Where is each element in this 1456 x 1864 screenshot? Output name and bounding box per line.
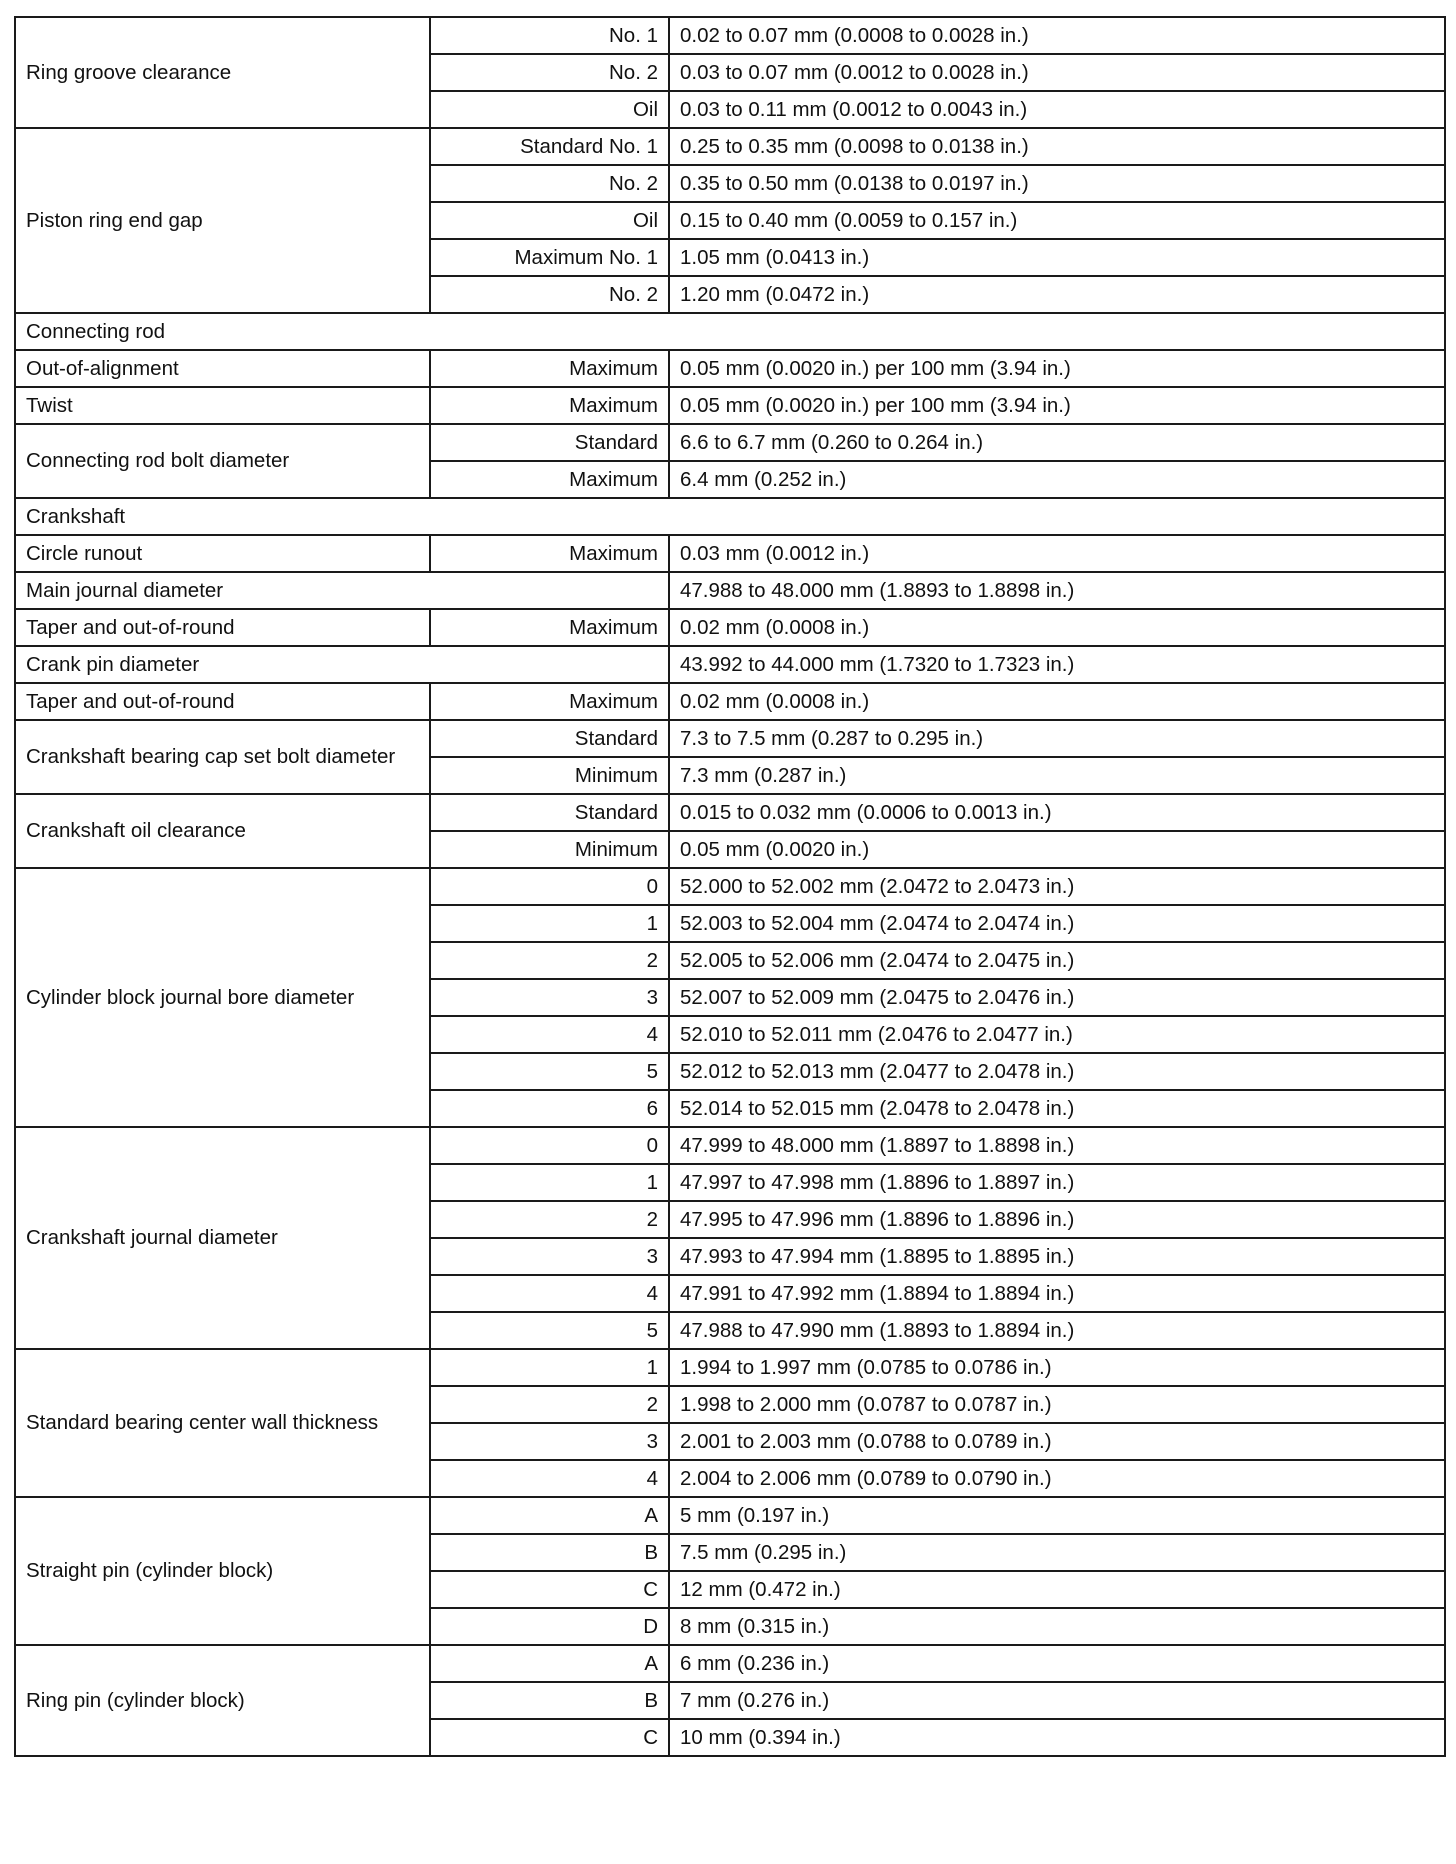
table-row: [15, 609, 1445, 646]
spec-condition: Minimum: [430, 757, 669, 794]
spec-condition: 6: [430, 1090, 669, 1127]
table-row: [15, 17, 1445, 54]
spec-value: 52.007 to 52.009 mm (2.0475 to 2.0476 in.): [669, 979, 1445, 1016]
spec-item-label: Taper and out-of-round: [15, 683, 430, 720]
spec-item-label: Circle runout: [15, 535, 430, 572]
spec-condition: C: [430, 1719, 669, 1756]
spec-value: 0.15 to 0.40 mm (0.0059 to 0.157 in.): [669, 202, 1445, 239]
table-row: [15, 424, 1445, 461]
section-heading: Crankshaft: [15, 498, 1445, 535]
spec-value: 47.988 to 48.000 mm (1.8893 to 1.8898 in.): [669, 572, 1445, 609]
spec-condition: 2: [430, 942, 669, 979]
spec-condition: A: [430, 1497, 669, 1534]
spec-condition: Maximum: [430, 387, 669, 424]
spec-value: 0.05 mm (0.0020 in.) per 100 mm (3.94 in.): [669, 350, 1445, 387]
spec-value: 1.05 mm (0.0413 in.): [669, 239, 1445, 276]
spec-value: 0.03 mm (0.0012 in.): [669, 535, 1445, 572]
table-row: [15, 868, 1445, 905]
table-row: [15, 683, 1445, 720]
spec-condition: No. 2: [430, 276, 669, 313]
spec-value: 0.25 to 0.35 mm (0.0098 to 0.0138 in.): [669, 128, 1445, 165]
spec-item-label: Crankshaft oil clearance: [15, 794, 430, 868]
spec-value: 1.994 to 1.997 mm (0.0785 to 0.0786 in.): [669, 1349, 1445, 1386]
spec-item-label: Ring groove clearance: [15, 17, 430, 128]
spec-condition: Oil: [430, 91, 669, 128]
spec-condition: 3: [430, 1238, 669, 1275]
spec-value: 52.012 to 52.013 mm (2.0477 to 2.0478 in.): [669, 1053, 1445, 1090]
spec-value: 0.015 to 0.032 mm (0.0006 to 0.0013 in.): [669, 794, 1445, 831]
spec-value: 52.005 to 52.006 mm (2.0474 to 2.0475 in.): [669, 942, 1445, 979]
spec-condition: 4: [430, 1016, 669, 1053]
spec-condition: Maximum: [430, 609, 669, 646]
spec-condition: 0: [430, 1127, 669, 1164]
spec-value: 6.6 to 6.7 mm (0.260 to 0.264 in.): [669, 424, 1445, 461]
spec-value: 2.001 to 2.003 mm (0.0788 to 0.0789 in.): [669, 1423, 1445, 1460]
spec-item-label: Crankshaft journal diameter: [15, 1127, 430, 1349]
spec-value: 47.995 to 47.996 mm (1.8896 to 1.8896 in.): [669, 1201, 1445, 1238]
spec-condition: Standard: [430, 794, 669, 831]
spec-value: 52.003 to 52.004 mm (2.0474 to 2.0474 in.): [669, 905, 1445, 942]
spec-condition: C: [430, 1571, 669, 1608]
table-row: [15, 1349, 1445, 1386]
spec-item-label: Straight pin (cylinder block): [15, 1497, 430, 1645]
spec-value: 47.991 to 47.992 mm (1.8894 to 1.8894 in.): [669, 1275, 1445, 1312]
spec-value: 7 mm (0.276 in.): [669, 1682, 1445, 1719]
spec-value: 0.05 mm (0.0020 in.) per 100 mm (3.94 in.): [669, 387, 1445, 424]
spec-condition: B: [430, 1682, 669, 1719]
section-row: [15, 313, 1445, 350]
spec-value: 0.02 mm (0.0008 in.): [669, 683, 1445, 720]
spec-value: 1.20 mm (0.0472 in.): [669, 276, 1445, 313]
specification-table: [14, 16, 1446, 1757]
table-row: [15, 646, 1445, 683]
spec-value: 0.03 to 0.07 mm (0.0012 to 0.0028 in.): [669, 54, 1445, 91]
spec-value: 7.3 mm (0.287 in.): [669, 757, 1445, 794]
spec-item-label: Crank pin diameter: [15, 646, 669, 683]
spec-item-label: Out-of-alignment: [15, 350, 430, 387]
spec-condition: Oil: [430, 202, 669, 239]
spec-condition: No. 2: [430, 165, 669, 202]
spec-value: 0.05 mm (0.0020 in.): [669, 831, 1445, 868]
spec-value: 10 mm (0.394 in.): [669, 1719, 1445, 1756]
spec-item-label: Twist: [15, 387, 430, 424]
spec-value: 47.999 to 48.000 mm (1.8897 to 1.8898 in.): [669, 1127, 1445, 1164]
spec-condition: 1: [430, 905, 669, 942]
table-row: [15, 1127, 1445, 1164]
spec-condition: A: [430, 1645, 669, 1682]
spec-condition: 4: [430, 1460, 669, 1497]
spec-value: 2.004 to 2.006 mm (0.0789 to 0.0790 in.): [669, 1460, 1445, 1497]
spec-condition: 5: [430, 1312, 669, 1349]
table-row: [15, 1497, 1445, 1534]
spec-condition: B: [430, 1534, 669, 1571]
spec-condition: 2: [430, 1201, 669, 1238]
spec-value: 8 mm (0.315 in.): [669, 1608, 1445, 1645]
table-row: [15, 572, 1445, 609]
spec-value: 5 mm (0.197 in.): [669, 1497, 1445, 1534]
table-row: [15, 128, 1445, 165]
spec-item-label: Main journal diameter: [15, 572, 669, 609]
spec-condition: 3: [430, 1423, 669, 1460]
spec-item-label: Crankshaft bearing cap set bolt diameter: [15, 720, 430, 794]
spec-condition: Standard: [430, 720, 669, 757]
table-row: [15, 794, 1445, 831]
spec-value: 0.35 to 0.50 mm (0.0138 to 0.0197 in.): [669, 165, 1445, 202]
spec-value: 7.5 mm (0.295 in.): [669, 1534, 1445, 1571]
spec-item-label: Connecting rod bolt diameter: [15, 424, 430, 498]
spec-condition: 1: [430, 1349, 669, 1386]
spec-value: 0.02 mm (0.0008 in.): [669, 609, 1445, 646]
spec-value: 47.997 to 47.998 mm (1.8896 to 1.8897 in.): [669, 1164, 1445, 1201]
spec-condition: Maximum: [430, 535, 669, 572]
section-row: [15, 498, 1445, 535]
spec-condition: Standard: [430, 424, 669, 461]
spec-condition: 4: [430, 1275, 669, 1312]
table-row: [15, 720, 1445, 757]
spec-condition: 2: [430, 1386, 669, 1423]
spec-value: 52.000 to 52.002 mm (2.0472 to 2.0473 in.): [669, 868, 1445, 905]
spec-condition: Minimum: [430, 831, 669, 868]
spec-condition: No. 1: [430, 17, 669, 54]
spec-value: 0.03 to 0.11 mm (0.0012 to 0.0043 in.): [669, 91, 1445, 128]
specification-table-body: [15, 17, 1445, 1756]
spec-value: 52.014 to 52.015 mm (2.0478 to 2.0478 in.): [669, 1090, 1445, 1127]
spec-condition: 3: [430, 979, 669, 1016]
spec-value: 12 mm (0.472 in.): [669, 1571, 1445, 1608]
spec-item-label: Ring pin (cylinder block): [15, 1645, 430, 1756]
spec-condition: 1: [430, 1164, 669, 1201]
table-row: [15, 1645, 1445, 1682]
spec-condition: D: [430, 1608, 669, 1645]
spec-condition: Maximum No. 1: [430, 239, 669, 276]
spec-value: 7.3 to 7.5 mm (0.287 to 0.295 in.): [669, 720, 1445, 757]
spec-value: 6.4 mm (0.252 in.): [669, 461, 1445, 498]
spec-value: 47.993 to 47.994 mm (1.8895 to 1.8895 in.): [669, 1238, 1445, 1275]
spec-item-label: Piston ring end gap: [15, 128, 430, 313]
spec-value: 0.02 to 0.07 mm (0.0008 to 0.0028 in.): [669, 17, 1445, 54]
spec-condition: No. 2: [430, 54, 669, 91]
spec-item-label: Standard bearing center wall thickness: [15, 1349, 430, 1497]
spec-condition: Maximum: [430, 350, 669, 387]
table-row: [15, 350, 1445, 387]
table-row: [15, 387, 1445, 424]
section-heading: Connecting rod: [15, 313, 1445, 350]
spec-item-label: Taper and out-of-round: [15, 609, 430, 646]
spec-condition: Maximum: [430, 683, 669, 720]
spec-condition: Maximum: [430, 461, 669, 498]
spec-condition: Standard No. 1: [430, 128, 669, 165]
spec-value: 6 mm (0.236 in.): [669, 1645, 1445, 1682]
spec-value: 47.988 to 47.990 mm (1.8893 to 1.8894 in.): [669, 1312, 1445, 1349]
spec-value: 43.992 to 44.000 mm (1.7320 to 1.7323 in.): [669, 646, 1445, 683]
spec-condition: 5: [430, 1053, 669, 1090]
table-row: [15, 535, 1445, 572]
spec-value: 1.998 to 2.000 mm (0.0787 to 0.0787 in.): [669, 1386, 1445, 1423]
spec-value: 52.010 to 52.011 mm (2.0476 to 2.0477 in.): [669, 1016, 1445, 1053]
spec-condition: 0: [430, 868, 669, 905]
spec-item-label: Cylinder block journal bore diameter: [15, 868, 430, 1127]
